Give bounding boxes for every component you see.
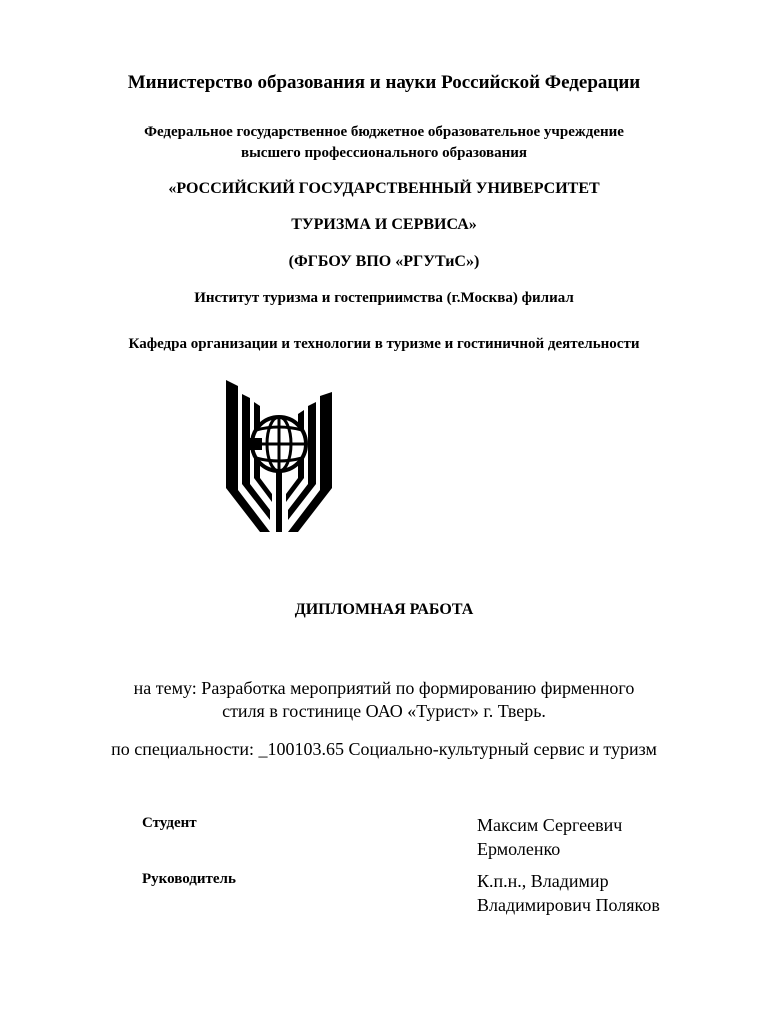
student-label: Студент bbox=[142, 815, 197, 831]
student-name-line-1: Максим Сергеевич bbox=[477, 815, 623, 835]
supervisor-name-line-1: К.п.н., Владимир bbox=[477, 871, 609, 891]
university-name-line-1: «РОССИЙСКИЙ ГОСУДАРСТВЕННЫЙ УНИВЕРСИТЕТ bbox=[168, 180, 600, 197]
university-name-line-2: ТУРИЗМА И СЕРВИСА» bbox=[291, 216, 477, 233]
institution-line-2: высшего профессионального образования bbox=[240, 145, 527, 161]
thesis-specialty: по специальности: _100103.65 Социально-культурный сервис и туризм bbox=[111, 739, 657, 759]
ministry-heading: Министерство образования и науки Российской Федерации bbox=[127, 72, 641, 93]
supervisor-name-line-2: Владимирович Поляков bbox=[477, 895, 660, 915]
university-emblem-icon bbox=[224, 380, 334, 532]
department-name: Кафедра организации и технологии в туризме и гостиничной деятельности bbox=[128, 336, 640, 352]
institution-line-1: Федеральное государственное бюджетное образовательное учреждение bbox=[144, 124, 624, 140]
university-abbreviation: (ФГБОУ ВПО «РГУТиС») bbox=[288, 253, 480, 270]
thesis-topic-line-1: на тему: Разработка мероприятий по формированию фирменного bbox=[133, 678, 635, 698]
student-name-line-2: Ермоленко bbox=[477, 839, 561, 859]
institute-name: Институт туризма и гостеприимства (г.Москва) филиал bbox=[194, 290, 574, 306]
thesis-topic-line-2: стиля в гостинице ОАО «Турист» г. Тверь. bbox=[222, 701, 546, 721]
supervisor-label: Руководитель bbox=[142, 871, 236, 887]
thesis-title: ДИПЛОМНАЯ РАБОТА bbox=[294, 601, 474, 618]
